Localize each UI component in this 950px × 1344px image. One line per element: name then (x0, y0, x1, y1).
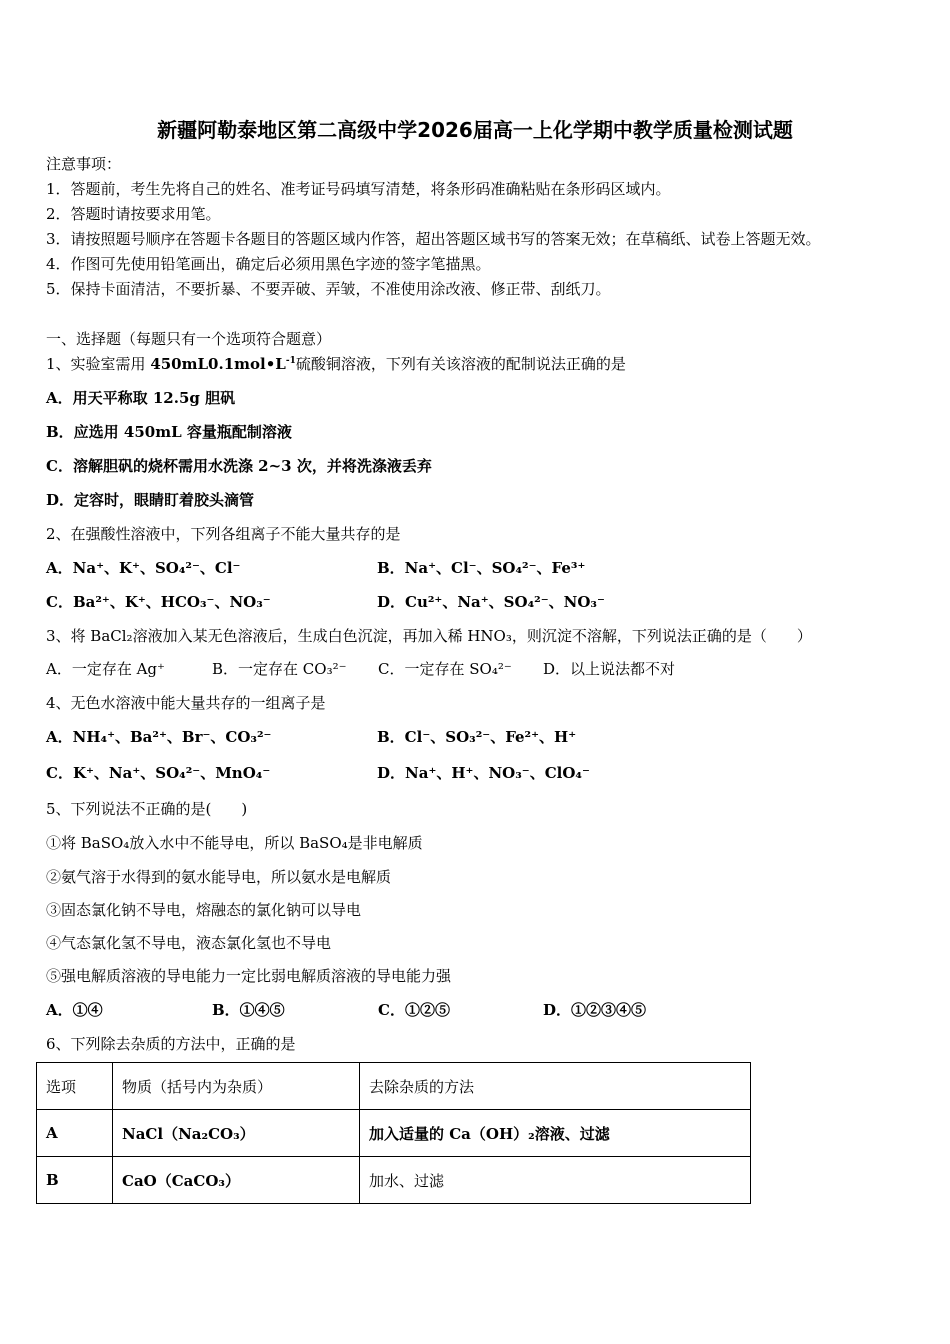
q4-option-a: A．NH₄⁺、Ba²⁺、Br⁻、CO₃²⁻ (46, 728, 272, 746)
question-4-stem: 4、无色水溶液中能大量共存的一组离子是 (46, 694, 326, 712)
table-header-cell: 物质（括号内为杂质） (113, 1063, 360, 1110)
q4-option-c: C．K⁺、Na⁺、SO₄²⁻、MnO₄⁻ (46, 764, 271, 782)
table-cell: B (37, 1157, 113, 1204)
table-cell: A (37, 1110, 113, 1157)
table-cell: 加水、过滤 (360, 1157, 751, 1204)
q1-option-b: B．应选用 450mL 容量瓶配制溶液 (46, 423, 292, 441)
table-cell: CaO（CaCO₃） (113, 1157, 360, 1204)
q4-option-d: D．Na⁺、H⁺、NO₃⁻、ClO₄⁻ (377, 764, 590, 782)
q1-stem-prefix: 1、实验室需用 (46, 355, 151, 373)
notice-heading: 注意事项： (46, 155, 122, 173)
q2-option-c: C．Ba²⁺、K⁺、HCO₃⁻、NO₃⁻ (46, 593, 271, 611)
q1-option-c: C．溶解胆矾的烧杯需用水洗涤 2~3 次，并将洗涤液丢弃 (46, 457, 432, 475)
q5-statement-5: ⑤强电解质溶液的导电能力一定比弱电解质溶液的导电能力强 (46, 967, 452, 985)
notice-item: 5．保持卡面清洁，不要折暴、不要弄破、弄皱，不准使用涂改液、修正带、刮纸刀。 (46, 280, 611, 298)
question-6-stem: 6、下列除去杂质的方法中，正确的是 (46, 1035, 296, 1053)
q4-option-b: B．Cl⁻、SO₃²⁻、Fe²⁺、H⁺ (377, 728, 577, 746)
section-heading: 一、选择题（每题只有一个选项符合题意） (46, 330, 332, 348)
q3-option-b: B．一定存在 CO₃²⁻ (212, 660, 347, 678)
q1-option-a: A．用天平称取 12.5g 胆矾 (46, 389, 236, 407)
q5-option-c: C．①②⑤ (378, 1001, 450, 1019)
q5-option-b: B．①④⑤ (212, 1001, 285, 1019)
notice-item: 1．答题前，考生先将自己的姓名、准考证号码填写清楚，将条形码准确粘贴在条形码区域内。 (46, 180, 671, 198)
table-header-cell: 去除杂质的方法 (360, 1063, 751, 1110)
q2-option-a: A．Na⁺、K⁺、SO₄²⁻、Cl⁻ (46, 559, 241, 577)
q1-concentration: 450mL0.1mol•L (150, 355, 286, 373)
table-header-cell: 选项 (37, 1063, 113, 1110)
notice-item: 3．请按照题号顺序在答题卡各题目的答题区域内作答，超出答题区域书写的答案无效；在草稿纸、试卷上答题无效。 (46, 230, 821, 248)
page-title: 新疆阿勒泰地区第二高级中学2026届高一上化学期中教学质量检测试题 (157, 118, 793, 142)
q2-option-b: B．Na⁺、Cl⁻、SO₄²⁻、Fe³⁺ (377, 559, 586, 577)
impurity-removal-table (36, 1062, 751, 1204)
q1-option-d: D．定容时，眼睛盯着胶头滴管 (46, 491, 255, 509)
q1-stem-suffix: 硫酸铜溶液，下列有关该溶液的配制说法正确的是 (295, 355, 626, 373)
q1-concentration-unit-exponent: -1 (285, 356, 296, 366)
q5-statement-2: ②氨气溶于水得到的氨水能导电，所以氨水是电解质 (46, 868, 392, 886)
q5-option-d: D．①②③④⑤ (543, 1001, 647, 1019)
q5-statement-4: ④气态氯化氢不导电，液态氯化氢也不导电 (46, 934, 332, 952)
notice-item: 4．作图可先使用铅笔画出，确定后必须用黑色字迹的签字笔描黑。 (46, 255, 491, 273)
question-5-stem: 5、下列说法不正确的是( ) (46, 800, 248, 818)
q5-statement-3: ③固态氯化钠不导电，熔融态的氯化钠可以导电 (46, 901, 362, 919)
notice-item: 2．答题时请按要求用笔。 (46, 205, 221, 223)
question-1-stem (46, 353, 626, 374)
table-header-row (37, 1063, 751, 1110)
q2-option-d: D．Cu²⁺、Na⁺、SO₄²⁻、NO₃⁻ (377, 593, 605, 611)
table-cell: NaCl（Na₂CO₃） (113, 1110, 360, 1157)
q3-option-a: A．一定存在 Ag⁺ (46, 660, 165, 678)
table-row (37, 1157, 751, 1204)
q3-option-c: C．一定存在 SO₄²⁻ (378, 660, 512, 678)
question-3-stem: 3、将 BaCl₂溶液加入某无色溶液后，生成白色沉淀，再加入稀 HNO₃，则沉淀不溶解，下列说法正确的是（ ） (46, 627, 812, 645)
table-cell: 加入适量的 Ca（OH）₂溶液、过滤 (360, 1110, 751, 1157)
q3-option-d: D．以上说法都不对 (543, 660, 676, 678)
table-row (37, 1110, 751, 1157)
q5-statement-1: ①将 BaSO₄放入水中不能导电，所以 BaSO₄是非电解质 (46, 834, 423, 852)
q5-option-a: A．①④ (46, 1001, 103, 1019)
question-2-stem: 2、在强酸性溶液中，下列各组离子不能大量共存的是 (46, 525, 401, 543)
